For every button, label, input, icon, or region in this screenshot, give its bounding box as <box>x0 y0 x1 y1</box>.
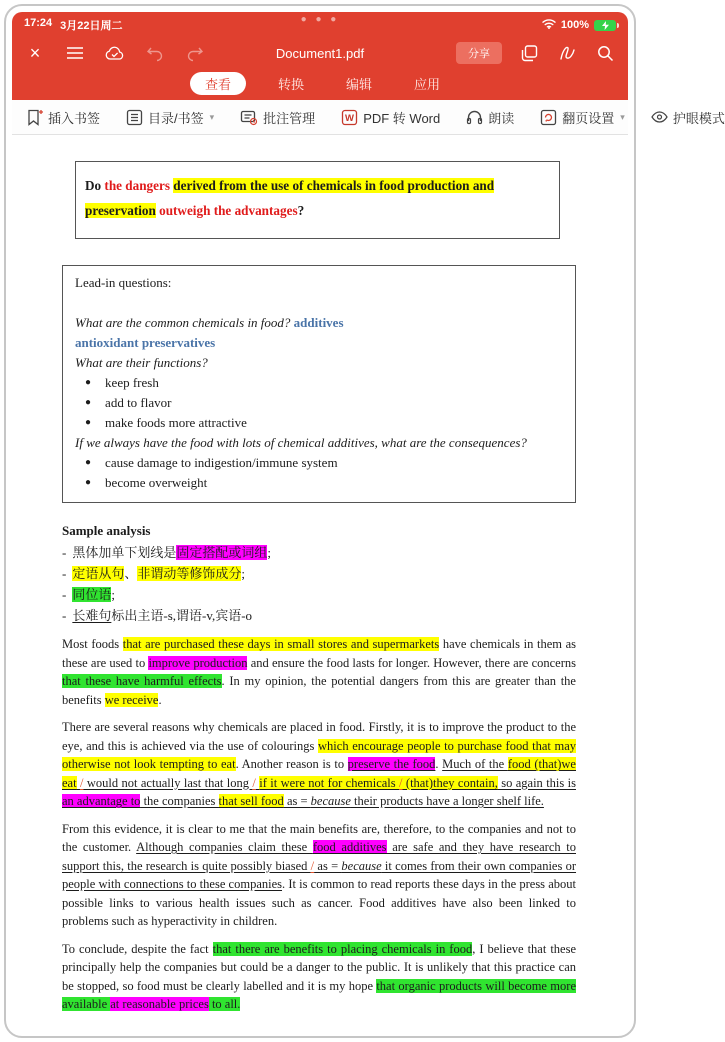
text-run: outweigh the advantages <box>159 203 298 218</box>
text-run: and ensure the food lasts for longer. However, there are concerns <box>247 655 576 670</box>
text-run: ? <box>297 203 305 218</box>
text-run: so again this is <box>497 775 576 790</box>
text-run: because <box>310 794 351 808</box>
text-run: it comes from their own companies or people with connections to these companies <box>62 858 577 891</box>
text-run: additives <box>293 315 344 330</box>
text-run: ; <box>267 545 271 560</box>
read-aloud-button[interactable] <box>466 108 514 127</box>
tab-编辑[interactable]: 编辑 <box>346 76 373 92</box>
text-run: which encourage people to purchase food that may otherwise not look tempting to eat <box>62 738 576 771</box>
text-run: / <box>79 775 84 790</box>
list-item <box>75 413 563 433</box>
body-paragraph <box>62 635 576 709</box>
dash-prefix: - <box>62 587 67 602</box>
text-run: their products have a longer shelf life. <box>350 794 544 808</box>
text-run: . Another reason is to <box>235 757 348 771</box>
list-item <box>75 373 563 393</box>
text-run: an advantage to <box>62 794 141 808</box>
document-page[interactable] <box>6 135 634 1036</box>
bullet-icon: ● <box>85 457 92 468</box>
text-run: Lead-in questions: <box>75 275 172 290</box>
text-run: 长难句 <box>72 608 112 623</box>
text-run: , I believe that these principally help the companies but could be a danger to the public. It is unlikely that this practice can be stopped, so food must be clearly labelled and it is my hope <box>62 941 576 993</box>
text-run: antioxidant preservatives <box>75 335 216 350</box>
status-date: 3月22日周二 <box>60 20 123 32</box>
annotation-manage-button[interactable] <box>240 108 315 127</box>
toc-bookmark-icon <box>126 109 143 126</box>
svg-text:W: W <box>345 112 355 124</box>
list-item <box>75 473 563 493</box>
text-run: food additives <box>312 840 387 854</box>
pdf-to-word-icon <box>341 109 358 126</box>
text-run: have chemicals in them as these are used to <box>62 637 576 670</box>
chevron-down-icon: ▾ <box>620 111 625 122</box>
annotation-manage-icon <box>240 109 258 126</box>
leadin-box <box>62 265 576 503</box>
eye-protect-icon <box>651 111 668 123</box>
text-run: are safe and they have research to support this, the research is quite possibly biased <box>62 840 576 873</box>
text-run: Do <box>85 178 105 193</box>
text-run: . <box>435 757 443 771</box>
signature-icon[interactable] <box>556 42 578 64</box>
pdf-toolbar <box>12 100 725 135</box>
text-run: that sell food <box>218 794 284 808</box>
text-run: There are several reasons why chemicals are placed in food. Firstly, it is to improve the product to the eye, and this is achieved via the use of colourings <box>62 720 576 753</box>
section-heading: Sample analysis <box>62 523 151 538</box>
text-line <box>75 293 563 313</box>
dash-prefix: - <box>62 608 67 623</box>
battery-percent: 100% <box>560 19 589 31</box>
pdf-to-word-button[interactable] <box>341 108 440 127</box>
status-time: 17:24 <box>24 17 53 29</box>
text-run: we receive <box>104 692 159 707</box>
list-item <box>75 453 563 473</box>
body-paragraph <box>62 820 576 931</box>
toolbar-label: 翻页设置 <box>562 110 615 126</box>
body-paragraph <box>62 940 576 1014</box>
menu-icon[interactable] <box>64 42 86 64</box>
text-run: 定语从句 <box>72 566 125 581</box>
text-run: 标出主语-s,谓语-v,宾语-o <box>111 608 253 623</box>
toc-bookmark-button[interactable] <box>126 108 214 127</box>
page-flip-settings-icon <box>540 109 557 126</box>
dash-list-item <box>62 542 576 563</box>
toolbar-label: 护眼模式 <box>672 110 725 126</box>
text-run: because <box>341 858 382 873</box>
bullet-icon: ● <box>85 377 92 388</box>
bullet-icon: ● <box>85 397 92 408</box>
text-run: add to flavor <box>105 395 172 410</box>
text-line <box>75 273 563 293</box>
body-paragraph <box>62 718 576 811</box>
text-run: the companies <box>140 794 219 808</box>
dash-list-item <box>62 584 576 605</box>
text-run: would not actually last that long <box>83 775 253 790</box>
dash-list-item <box>62 605 576 626</box>
text-run: at reasonable prices <box>110 997 209 1011</box>
bullet-icon: ● <box>85 417 92 428</box>
wifi-icon <box>542 18 556 32</box>
sample-analysis-section <box>62 520 576 626</box>
text-run: 非谓动等修饰成分 <box>137 566 242 581</box>
search-icon[interactable] <box>594 42 616 64</box>
text-run: keep fresh <box>105 375 159 390</box>
page-flip-settings-button[interactable] <box>540 108 625 127</box>
battery-charging-icon <box>594 20 616 31</box>
list-item <box>75 393 563 413</box>
text-run: / <box>252 775 256 790</box>
text-run: derived from the use of chemicals in food production and preservation <box>85 178 495 218</box>
text-run: as = <box>314 858 342 873</box>
text-run: ; <box>111 587 115 602</box>
insert-bookmark-button[interactable] <box>26 108 100 127</box>
title-bar <box>12 36 628 70</box>
status-bar <box>12 12 628 36</box>
text-run: . In my opinion, the potential dangers from this are greater than the benefits <box>62 674 576 707</box>
text-run: What are the common chemicals in food? <box>75 315 294 330</box>
text-run: If we always have the food with lots of chemical additives, what are the consequences? <box>75 435 527 450</box>
pages-icon[interactable] <box>518 42 540 64</box>
text-run: if it were not for chemicals <box>259 775 400 790</box>
text-run: To conclude, despite the fact <box>62 941 213 956</box>
text-line <box>75 313 563 333</box>
mode-tabs <box>12 70 628 100</box>
text-run: 固定搭配或词组 <box>176 545 268 560</box>
text-run: food (that)we eat <box>62 757 576 790</box>
text-run: (that)they contain, <box>402 775 498 790</box>
text-run: the dangers <box>104 178 174 193</box>
text-run: / <box>399 775 403 790</box>
close-icon[interactable]: × <box>29 43 41 63</box>
text-run: become overweight <box>105 475 208 490</box>
text-run: From this evidence, it is clear to me that the main benefits are, therefore, to the companies and not to the customer. <box>62 821 576 854</box>
cloud-save-icon[interactable] <box>104 42 126 64</box>
text-run: that organic products will become more available <box>62 978 576 1011</box>
text-run: as = <box>283 794 311 808</box>
dash-prefix: - <box>62 545 67 560</box>
tab-转换[interactable]: 转换 <box>277 76 304 92</box>
text-run: Much of the <box>442 757 508 771</box>
document-title: Document1.pdf <box>275 45 365 61</box>
read-aloud-icon <box>466 109 483 125</box>
text-run: Most foods <box>62 637 123 651</box>
dash-prefix: - <box>62 566 67 581</box>
text-run: 黑体加单下划线是 <box>72 545 177 560</box>
text-run: Although companies claim these <box>136 840 313 854</box>
text-line <box>75 333 563 353</box>
text-run: that are purchased these days in small stores and supermarkets <box>122 637 440 651</box>
text-run: make foods more attractive <box>105 415 247 430</box>
text-line <box>75 433 563 453</box>
toolbar-label: 朗读 <box>488 110 515 126</box>
text-run: 、 <box>124 566 138 581</box>
text-run: cause damage to indigestion/immune system <box>105 455 338 470</box>
eye-protect-button[interactable] <box>651 108 725 127</box>
text-run: that there are benefits to placing chemicals in food <box>212 941 473 956</box>
share-button[interactable]: 分享 <box>456 42 502 64</box>
toolbar-label: PDF 转 Word <box>363 110 441 126</box>
bullet-icon: ● <box>85 477 92 488</box>
text-line <box>75 353 563 373</box>
question-box <box>75 161 560 239</box>
dash-list-item <box>62 563 576 584</box>
text-run: ; <box>241 566 246 581</box>
toolbar-label: 目录/书签 <box>148 110 204 126</box>
app-header <box>12 12 628 100</box>
tab-查看[interactable]: 查看 <box>190 72 246 95</box>
text-run: preserve the food <box>347 757 436 771</box>
chevron-down-icon: ▾ <box>209 111 215 122</box>
text-run: 同位语 <box>72 587 112 602</box>
text-run: improve production <box>148 655 248 670</box>
text-run: . <box>158 692 162 707</box>
text-run: that these have harmful effects <box>62 674 222 688</box>
text-run: / <box>310 858 315 873</box>
redo-icon[interactable] <box>184 42 206 64</box>
text-run: to all. <box>208 997 241 1011</box>
tab-应用[interactable]: 应用 <box>414 76 441 92</box>
toolbar-label: 插入书签 <box>48 110 101 126</box>
insert-bookmark-icon <box>26 109 43 126</box>
text-run: . It is common to read reports these days in the press about possible links to various health issues such as cancer. Food additives have also been linked to problems such as hyperactivity in children. <box>62 877 577 928</box>
undo-icon[interactable] <box>144 42 166 64</box>
toolbar-label: 批注管理 <box>263 110 316 126</box>
text-run: What are their functions? <box>75 355 208 370</box>
device-frame <box>4 4 725 1038</box>
grabber-dots[interactable]: ● ● ● <box>300 14 340 25</box>
